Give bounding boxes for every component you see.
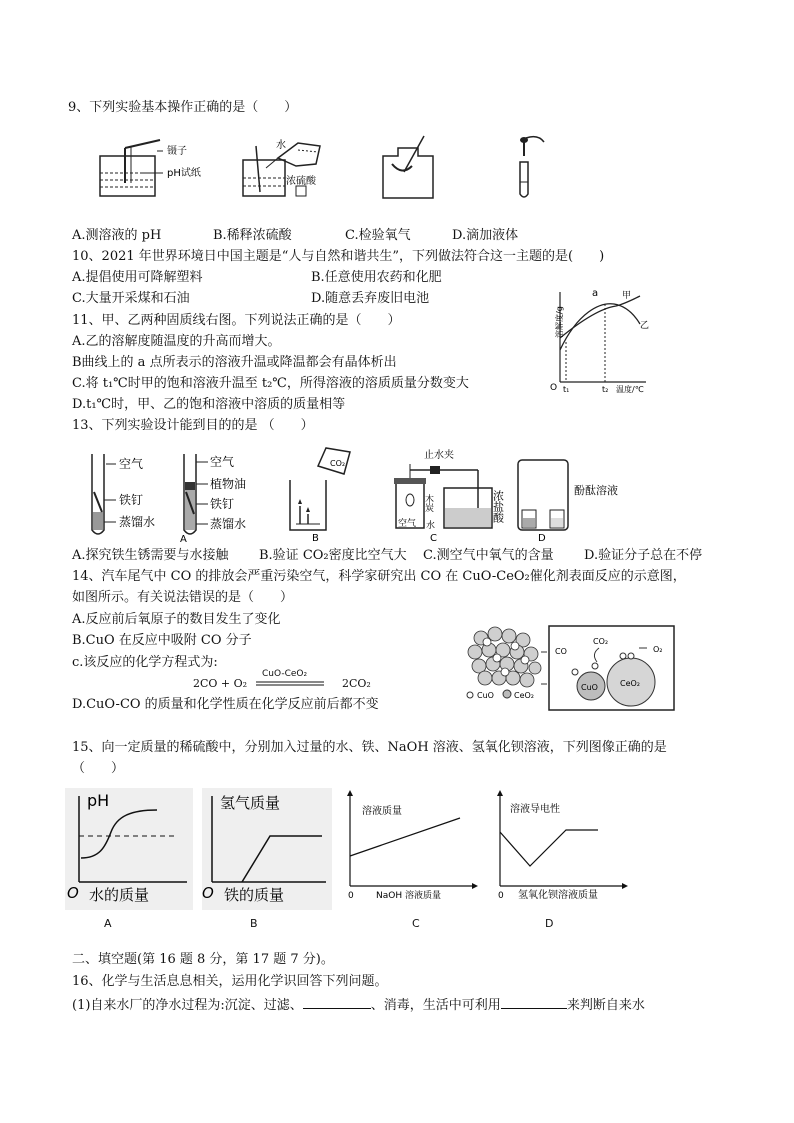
label-oil: 植物油 <box>210 477 247 491</box>
q9-figure-a <box>95 138 215 200</box>
graph-c-origin: 0 <box>348 891 354 901</box>
label-water-3: 水 <box>426 521 436 531</box>
q13-figure-d <box>491 456 618 544</box>
graph-b-xlabel: 铁的质量 <box>224 886 285 904</box>
q14-option-d: D.CuO-CO 的质量和化学性质在化学反应前后都不变 <box>72 697 379 712</box>
q10-option-c: C.大量开采煤和石油 <box>72 291 190 306</box>
label-co: CO <box>555 647 567 656</box>
label-water-1: 蒸馏水 <box>119 515 156 529</box>
q10-option-b: B.任意使用农药和化肥 <box>311 270 442 285</box>
label-air-3: 空气 <box>398 519 417 529</box>
q13-figure-a <box>82 452 257 545</box>
q16-part1-b: 、消毒，生活中可利用 <box>370 998 501 1013</box>
q11-solubility-graph <box>542 284 652 396</box>
q11-stem: 11、甲、乙两种固质线右图。下列说法正确的是（ ） <box>72 313 401 328</box>
label-conc-acid: 浓硫酸 <box>286 176 316 187</box>
q15-graph-d <box>492 790 632 912</box>
label-water: 水 <box>276 140 286 151</box>
graph-d-letter: D <box>545 917 554 930</box>
q15-graph-b <box>202 788 332 910</box>
label-co2-jar: CO₂ <box>330 459 346 468</box>
label-ph-paper: pH试纸 <box>167 168 201 179</box>
label-fig-b: B <box>312 533 319 544</box>
label-charcoal: 木炭 <box>423 494 433 512</box>
label-co2: CO₂ <box>593 637 609 646</box>
q15-graph-a <box>65 788 193 910</box>
graph-t1: t₁ <box>563 385 570 394</box>
legend-ceo2: CeO₂ <box>514 691 535 700</box>
graph-xlabel: 温度/℃ <box>616 385 644 394</box>
graph-b-origin: O <box>202 884 214 902</box>
equation-left: 2CO + O₂ <box>193 677 248 690</box>
label-phenol: 酚酞溶液 <box>574 484 618 497</box>
q13-option-d: D.验证分子总在不停 <box>584 548 703 563</box>
q16-blank-2[interactable] <box>501 996 567 1009</box>
q9-stem: 9、下列实验基本操作正确的是（ ） <box>68 100 298 115</box>
graph-ylabel: 溶解度/g <box>555 306 564 338</box>
q14-option-c: c.该反应的化学方程式为: <box>72 655 218 670</box>
label-nail-2: 铁钉 <box>210 497 235 511</box>
q16-part1-c: 来判断自来水 <box>566 998 645 1013</box>
q16-part1-a: (1)自来水厂的净水过程为:沉淀、过滤、 <box>72 998 303 1013</box>
q13-option-c: C.测空气中氧气的含量 <box>423 548 554 563</box>
q9-figure-c <box>378 136 438 202</box>
label-fig-a: A <box>180 534 187 545</box>
q9-option-b: B.稀释浓硫酸 <box>213 228 292 243</box>
q13-option-a: A.探究铁生锈需要与水接触 <box>72 548 229 563</box>
q9-figure-b <box>238 138 343 200</box>
graph-a-ylabel: pH <box>87 791 110 810</box>
section2-title: 二、填空题(第 16 题 8 分，第 17 题 7 分)。 <box>72 952 334 967</box>
graph-t2: t₂ <box>602 385 609 394</box>
label-water-2: 蒸馏水 <box>210 517 247 531</box>
q14-catalyst-figure <box>463 622 678 714</box>
q13-figure-b <box>282 444 357 542</box>
label-cuo: CuO <box>581 683 598 692</box>
label-hcl: 浓盐酸 <box>491 490 505 523</box>
graph-b-letter: B <box>250 917 258 930</box>
q15-graph-c <box>342 790 482 912</box>
graph-origin: O <box>550 383 558 393</box>
label-clamp: 止水夹 <box>424 450 454 461</box>
q9-option-c: C.检验氧气 <box>345 228 411 243</box>
graph-a-origin: O <box>67 884 79 902</box>
graph-d-origin: 0 <box>498 891 504 901</box>
q14-stem-2: 如图所示。有关说法错误的是（ ） <box>72 590 294 605</box>
label-fig-c: C <box>430 533 437 544</box>
q11-option-d: D.t₁℃时，甲、乙的饱和溶液中溶质的质量相等 <box>72 397 346 412</box>
q13-stem: 13、下列实验设计能到目的的是 （ ） <box>72 418 314 433</box>
label-ceo2: CeO₂ <box>620 679 641 688</box>
q15-stem: 15、向一定质量的稀硫酸中，分别加入过量的水、铁、NaOH 溶液、氢氧化钡溶液，下列图像正确的是 <box>72 740 667 755</box>
q16-part1 <box>72 996 645 1014</box>
equation-arrow <box>256 681 326 687</box>
graph-c-xlabel: NaOH 溶液质量 <box>376 891 441 901</box>
q15-stem-2: （ ） <box>72 761 125 776</box>
q10-stem: 10、2021 年世界环境日中国主题是“人与自然和谐共生”，下列做法符合这一主题的是( ) <box>72 249 605 264</box>
equation-condition: CuO-CeO₂ <box>262 669 308 679</box>
q14-option-a: A.反应前后氧原子的数目发生了变化 <box>72 612 281 627</box>
label-fig-d: D <box>538 533 546 544</box>
graph-c-letter: C <box>412 917 420 930</box>
label-o2: O₂ <box>653 645 663 654</box>
q16-blank-1[interactable] <box>303 996 371 1009</box>
graph-series-yi: 乙 <box>640 321 650 331</box>
equation-right: 2CO₂ <box>342 677 371 690</box>
graph-d-xlabel: 氢氧化钡溶液质量 <box>518 890 598 901</box>
q14-stem: 14、汽车尾气中 CO 的排放会严重污染空气，科学家研究出 CO 在 CuO-CeO₂催化剂表面反应的示意图， <box>72 569 686 584</box>
q16-stem: 16、化学与生活息息相关，运用化学识回答下列问题。 <box>72 974 388 989</box>
label-nail-1: 铁钉 <box>119 493 144 507</box>
label-tweezers: 镊子 <box>167 146 187 157</box>
q11-option-c: C.将 t₁℃时甲的饱和溶液升温至 t₂℃，所得溶液的溶质质量分数变大 <box>72 376 469 391</box>
q9-figure-d <box>508 134 548 202</box>
graph-d-ylabel: 溶液导电性 <box>510 804 560 815</box>
q9-option-d: D.滴加液体 <box>452 228 519 243</box>
label-air-1: 空气 <box>119 457 144 471</box>
label-air-2: 空气 <box>210 455 235 469</box>
q14-option-b: B.CuO 在反应中吸附 CO 分子 <box>72 633 252 648</box>
graph-a-xlabel: 水的质量 <box>89 886 150 904</box>
graph-b-ylabel: 氢气质量 <box>220 794 281 812</box>
q11-option-a: A.乙的溶解度随温度的升高而增大。 <box>72 334 281 349</box>
graph-point-a: a <box>592 288 599 299</box>
graph-series-jia: 甲 <box>622 291 632 301</box>
graph-c-ylabel: 溶液质量 <box>362 806 402 817</box>
q9-option-a: A.测溶液的 pH <box>72 228 162 243</box>
graph-a-letter: A <box>104 917 112 930</box>
q13-option-b: B.验证 CO₂密度比空气大 <box>259 548 407 563</box>
q13-figure-c <box>390 444 500 542</box>
q11-option-b: B曲线上的 a 点所表示的溶液升温或降温都会有晶体析出 <box>72 355 397 370</box>
legend-cuo: CuO <box>477 691 494 700</box>
q10-option-d: D.随意丢弃废旧电池 <box>311 291 430 306</box>
q10-option-a: A.提倡使用可降解塑料 <box>72 270 203 285</box>
